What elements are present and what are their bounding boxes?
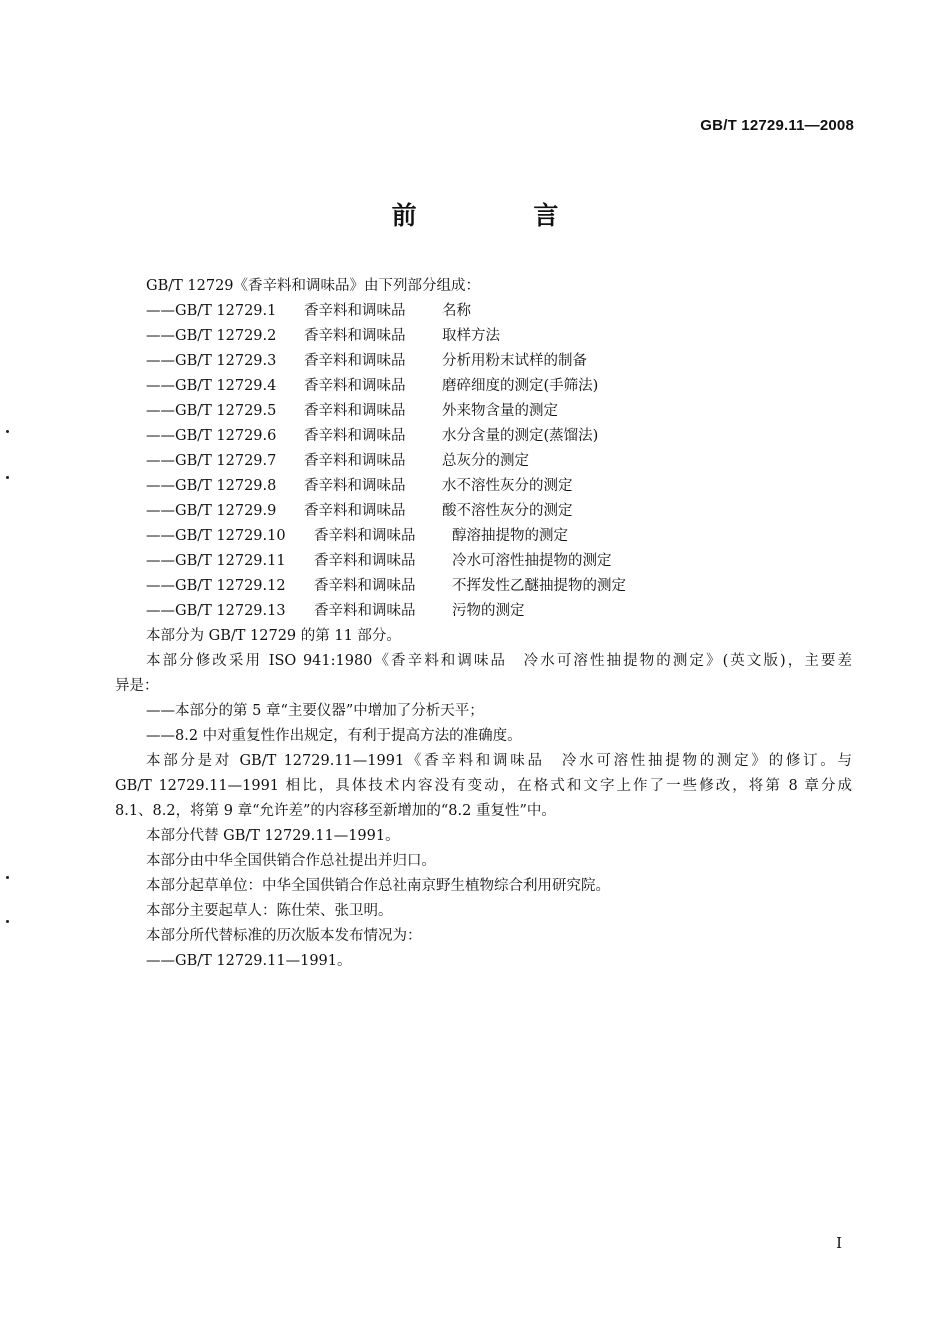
list-item bbox=[146, 352, 587, 370]
paragraph-drafting-unit: 本部分起草单位：中华全国供销合作总社南京野生植物综合利用研究院。 bbox=[146, 878, 610, 894]
part-name: 水不溶性灰分的测定 bbox=[442, 478, 573, 494]
part-name: 冷水可溶性抽提物的测定 bbox=[452, 553, 612, 569]
part-category: 香辛料和调味品 bbox=[304, 303, 406, 319]
paragraph-revision-line3: 8.1、8.2，将第 9 章“允许差”的内容移至新增加的“8.2 重复性”中。 bbox=[115, 803, 556, 819]
part-name: 酸不溶性灰分的测定 bbox=[442, 503, 573, 519]
scan-mark bbox=[6, 920, 9, 923]
part-category: 香辛料和调味品 bbox=[314, 528, 416, 544]
part-code: ——GB/T 12729.1 bbox=[146, 303, 277, 319]
paragraph-history-intro: 本部分所代替标准的历次版本发布情况为： bbox=[146, 928, 422, 944]
history-item: ——GB/T 12729.11—1991。 bbox=[146, 953, 352, 969]
paragraph-part-of: 本部分为 GB/T 12729 的第 11 部分。 bbox=[146, 628, 401, 644]
difference-item: ——8.2 中对重复性作出规定，有利于提高方法的准确度。 bbox=[146, 728, 522, 744]
scan-mark bbox=[6, 876, 9, 879]
part-category: 香辛料和调味品 bbox=[304, 353, 406, 369]
part-name: 醇溶抽提物的测定 bbox=[452, 528, 568, 544]
part-code: ——GB/T 12729.11 bbox=[146, 553, 286, 569]
part-code: ——GB/T 12729.7 bbox=[146, 453, 277, 469]
part-code: ——GB/T 12729.13 bbox=[146, 603, 286, 619]
part-name: 外来物含量的测定 bbox=[442, 403, 558, 419]
part-code: ——GB/T 12729.2 bbox=[146, 328, 277, 344]
part-category: 香辛料和调味品 bbox=[304, 378, 406, 394]
paragraph-iso-adoption-line1: 本部分修改采用 ISO 941:1980《香辛料和调味品 冷水可溶性抽提物的测定》(英文版)，主要差 bbox=[146, 653, 852, 669]
part-category: 香辛料和调味品 bbox=[314, 578, 416, 594]
part-category: 香辛料和调味品 bbox=[314, 553, 416, 569]
part-category: 香辛料和调味品 bbox=[314, 603, 416, 619]
part-name: 不挥发性乙醚抽提物的测定 bbox=[452, 578, 626, 594]
part-code: ——GB/T 12729.4 bbox=[146, 378, 277, 394]
part-category: 香辛料和调味品 bbox=[304, 403, 406, 419]
paragraph-revision-line1: 本部分是对 GB/T 12729.11—1991《香辛料和调味品 冷水可溶性抽提物的测定》的修订。与 bbox=[146, 753, 852, 769]
list-item bbox=[146, 377, 598, 395]
list-item bbox=[146, 327, 500, 345]
standard-number: GB/T 12729.11—2008 bbox=[700, 117, 854, 134]
page-title: 前 言 bbox=[391, 201, 613, 230]
scan-mark bbox=[6, 476, 9, 479]
part-category: 香辛料和调味品 bbox=[304, 328, 406, 344]
part-category: 香辛料和调味品 bbox=[304, 453, 406, 469]
part-name: 取样方法 bbox=[442, 328, 500, 344]
scan-mark bbox=[6, 430, 9, 433]
list-item bbox=[146, 452, 529, 470]
part-code: ——GB/T 12729.12 bbox=[146, 578, 286, 594]
paragraph-revision-line2: GB/T 12729.11—1991 相比，具体技术内容没有变动，在格式和文字上作了一些修改，将第 8 章分成 bbox=[115, 778, 852, 794]
part-name: 名称 bbox=[442, 303, 471, 319]
part-code: ——GB/T 12729.10 bbox=[146, 528, 286, 544]
part-code: ——GB/T 12729.6 bbox=[146, 428, 277, 444]
list-item bbox=[146, 602, 525, 620]
part-name: 水分含量的测定(蒸馏法) bbox=[442, 428, 599, 444]
list-item bbox=[146, 402, 558, 420]
list-item bbox=[146, 477, 573, 495]
part-name: 污物的测定 bbox=[452, 603, 525, 619]
part-category: 香辛料和调味品 bbox=[304, 478, 406, 494]
intro-text: GB/T 12729《香辛料和调味品》由下列部分组成： bbox=[146, 278, 481, 294]
paragraph-drafters: 本部分主要起草人：陈仕荣、张卫明。 bbox=[146, 903, 393, 919]
part-category: 香辛料和调味品 bbox=[304, 428, 406, 444]
part-name: 分析用粉末试样的制备 bbox=[442, 353, 587, 369]
part-name: 磨碎细度的测定(手筛法) bbox=[442, 378, 599, 394]
part-code: ——GB/T 12729.3 bbox=[146, 353, 277, 369]
part-category: 香辛料和调味品 bbox=[304, 503, 406, 519]
part-name: 总灰分的测定 bbox=[442, 453, 529, 469]
paragraph-replaces: 本部分代替 GB/T 12729.11—1991。 bbox=[146, 828, 400, 844]
part-code: ——GB/T 12729.5 bbox=[146, 403, 277, 419]
difference-item: ——本部分的第 5 章“主要仪器”中增加了分析天平； bbox=[146, 703, 484, 719]
paragraph-proposer: 本部分由中华全国供销合作总社提出并归口。 bbox=[146, 853, 436, 869]
part-code: ——GB/T 12729.8 bbox=[146, 478, 277, 494]
list-item bbox=[146, 527, 568, 545]
list-item bbox=[146, 427, 598, 445]
list-item bbox=[146, 502, 573, 520]
part-code: ——GB/T 12729.9 bbox=[146, 503, 277, 519]
list-item bbox=[146, 302, 471, 320]
paragraph-iso-adoption-line2: 异是： bbox=[115, 678, 159, 694]
page-number: I bbox=[836, 1234, 842, 1252]
list-item bbox=[146, 577, 626, 595]
list-item bbox=[146, 552, 612, 570]
